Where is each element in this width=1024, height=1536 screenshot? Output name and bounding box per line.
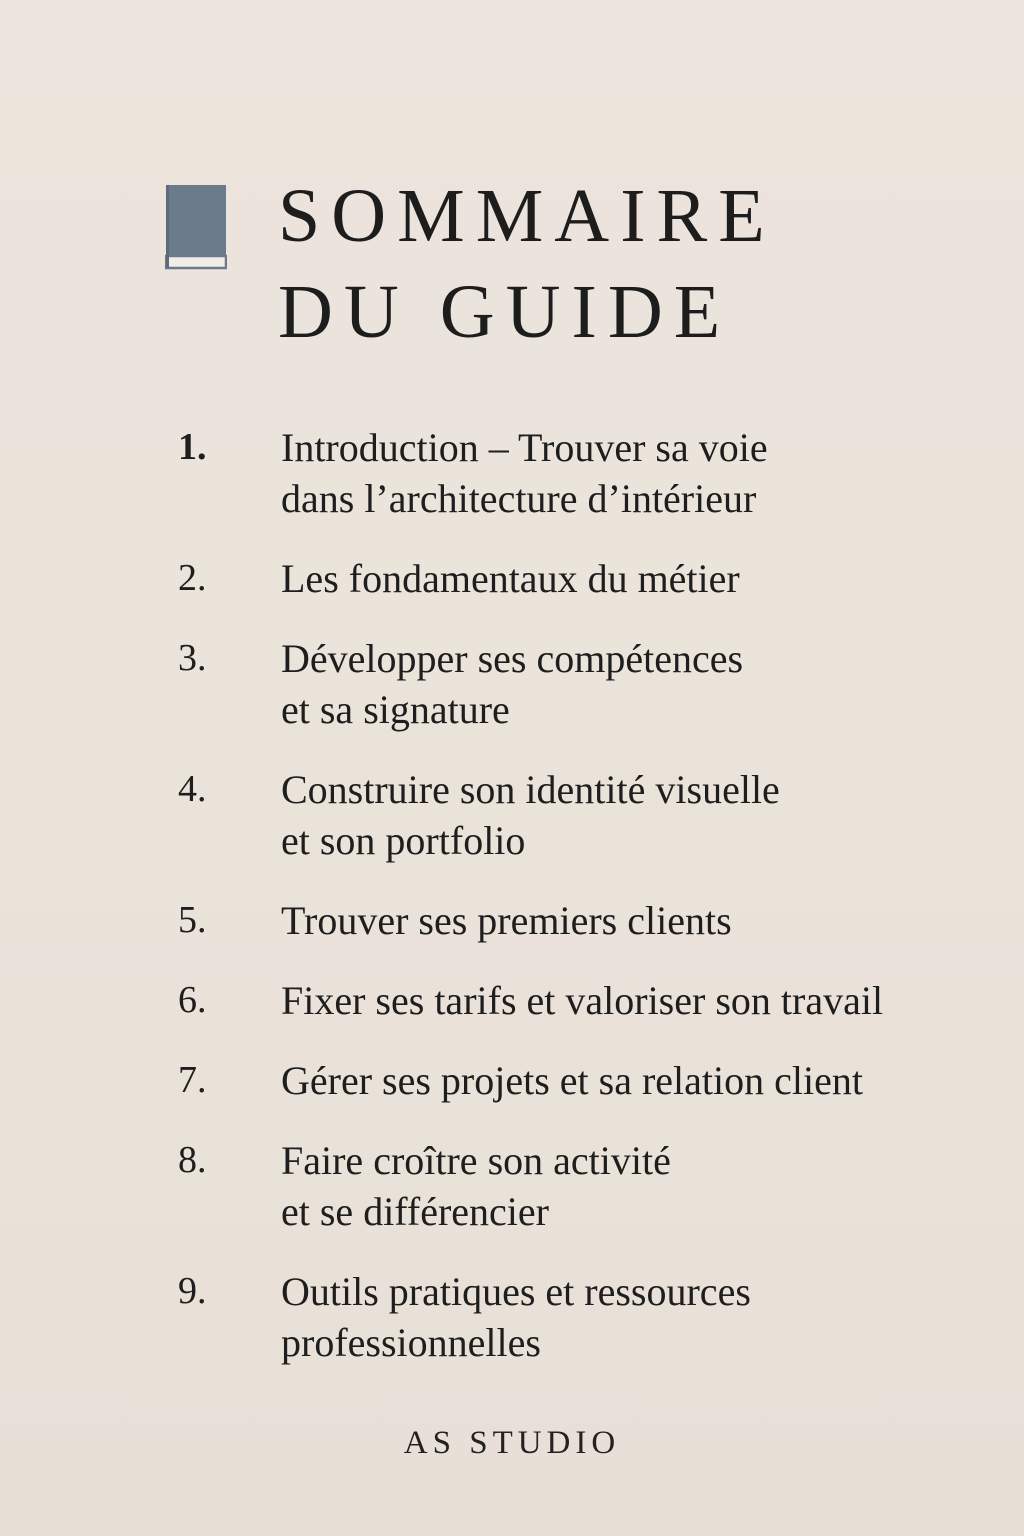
toc-item-8 [178, 1135, 978, 1237]
toc-title-line: et sa signature [281, 687, 510, 732]
toc-number: 2. [178, 557, 207, 599]
toc-title-line: Faire croître son activité [281, 1138, 671, 1183]
brand-name: AS STUDIO [403, 1425, 621, 1461]
toc-number: 1. [178, 426, 207, 468]
toc-item-4 [178, 764, 978, 866]
toc-number: 3. [178, 637, 207, 679]
toc-number: 6. [178, 979, 207, 1021]
title-line-1: SOMMAIRE [278, 174, 776, 258]
toc-title [281, 764, 978, 866]
toc-title [281, 975, 978, 1026]
toc-title-line: Trouver ses premiers clients [281, 898, 732, 943]
toc-item-2 [178, 553, 978, 604]
toc-number: 5. [178, 899, 207, 941]
toc-title-line: Construire son identité visuelle [281, 767, 780, 812]
toc-item-9 [178, 1266, 978, 1368]
toc-title [281, 1055, 978, 1106]
toc-title-line: Les fondamentaux du métier [281, 556, 740, 601]
toc-title [281, 1135, 978, 1237]
toc-title-line: Outils pratiques et ressources [281, 1269, 751, 1314]
page-title [278, 168, 776, 360]
toc-item-5 [178, 895, 978, 946]
toc-title [281, 422, 978, 524]
toc-title-line: et se différencier [281, 1189, 549, 1234]
toc-title-line: Fixer ses tarifs et valoriser son travail [281, 978, 884, 1023]
toc-number: 4. [178, 768, 207, 810]
toc-title-line: dans l’architecture d’intérieur [281, 476, 757, 521]
toc-title-line: professionnelles [281, 1320, 541, 1365]
toc-title [281, 633, 978, 735]
toc-title [281, 1266, 978, 1368]
title-line-2: DU GUIDE [278, 270, 732, 354]
toc-title [281, 553, 978, 604]
toc-title-line: Gérer ses projets et sa relation client [281, 1058, 863, 1103]
toc-number: 7. [178, 1059, 207, 1101]
book-icon [165, 184, 227, 270]
toc-item-1 [178, 422, 978, 524]
toc-title-line: Développer ses compétences [281, 636, 744, 681]
toc-title-line: et son portfolio [281, 818, 526, 863]
toc-number: 9. [178, 1270, 207, 1312]
toc-item-7 [178, 1055, 978, 1106]
toc-number: 8. [178, 1139, 207, 1181]
toc-item-6 [178, 975, 978, 1026]
toc-title [281, 895, 978, 946]
toc-title-line: Introduction – Trouver sa voie [281, 425, 768, 470]
toc-item-3 [178, 633, 978, 735]
table-of-contents [178, 422, 978, 1368]
